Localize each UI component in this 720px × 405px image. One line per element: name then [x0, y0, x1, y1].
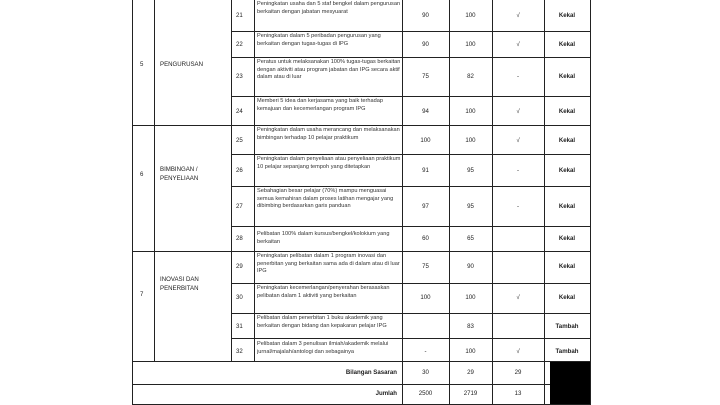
- row-status: √: [516, 41, 520, 48]
- row-target: 100: [420, 294, 431, 301]
- row-description: Peningkatan kecemerlangan/penyerahan berasaskan pelibatan dalam 1 aktiviti yang berkaitan: [257, 285, 390, 299]
- row-status: √: [516, 108, 520, 115]
- row-description: Memberi 5 idea dan kerjasama yang baik terhadap kemajuan dan kecemerlangan program IPG: [257, 98, 383, 112]
- row-number: 28: [236, 235, 243, 242]
- row-divider: [231, 226, 591, 227]
- row-description: Sebahagian besar pelajar (70%) mampu menguasai semua kemahiran dalam proses latihan mengajar yang dibimbing berdasarkan garis panduan: [257, 188, 394, 210]
- row-achieved: 100: [465, 348, 476, 355]
- row-decision: Kekal: [558, 203, 576, 210]
- summary-achieved: 29: [467, 369, 474, 376]
- black-filled-cell: [550, 362, 590, 404]
- col-divider: [231, 0, 232, 361]
- row-target: 97: [422, 203, 429, 210]
- row-number: 30: [236, 294, 243, 301]
- group-7-name: INOVASI DAN PENERBITAN: [160, 276, 199, 292]
- group-5-name: PENGURUSAN: [160, 61, 204, 68]
- row-status: √: [516, 294, 520, 301]
- row-number: 31: [236, 323, 243, 330]
- row-achieved: 100: [465, 294, 476, 301]
- row-achieved: 82: [467, 73, 474, 80]
- table-border-right: [590, 0, 591, 405]
- row-divider: [231, 313, 591, 314]
- row-description: Peratus untuk melaksanakan 100% tugas-tugas berkaitan dengan aktiviti atau program jabatan dan IPG secara aktif dalam atau di luar: [257, 59, 401, 81]
- document-table: [132, 0, 591, 405]
- col-divider: [154, 0, 155, 361]
- group-7-number: 7: [140, 291, 144, 298]
- row-divider: [231, 186, 591, 187]
- row-status: √: [516, 137, 520, 144]
- row-divider: [231, 338, 591, 339]
- row-decision: Tambah: [555, 323, 579, 330]
- row-number: 21: [236, 12, 243, 19]
- row-status: -: [516, 73, 520, 80]
- group-6-name: BIMBINGAN / PENYELIAAN: [160, 166, 199, 182]
- row-achieved: 100: [465, 41, 476, 48]
- row-number: 22: [236, 41, 243, 48]
- col-divider: [254, 0, 255, 361]
- row-divider: [231, 154, 591, 155]
- row-decision: Kekal: [558, 12, 576, 19]
- row-description: Peningkatan dalam usaha merancang dan melaksanakan bimbingan terhadap 10 pelajar praktikum: [257, 127, 400, 141]
- row-description: Peningkatan usaha dan 5 staf bengkel dalam pengurusan berkaitan dengan jabatan mesyuarat: [257, 1, 401, 15]
- row-status: -: [516, 167, 520, 174]
- row-target: 75: [422, 263, 429, 270]
- group-5-number: 5: [140, 61, 144, 68]
- row-number: 32: [236, 348, 243, 355]
- row-target: 90: [422, 12, 429, 19]
- section-divider: [132, 361, 591, 362]
- summary-status: 29: [514, 369, 522, 376]
- row-decision: Kekal: [558, 73, 576, 80]
- row-decision: Kekal: [558, 235, 576, 242]
- row-description: Pelibatan dalam penerbitan 1 buku akademik yang berkaitan dengan bidang dan kepakaran pelajar IPG: [257, 315, 387, 329]
- row-decision: Kekal: [558, 263, 576, 270]
- section-divider: [132, 125, 591, 126]
- row-description: Peningkatan dalam penyeliaan atau penyeliaan praktikum 10 pelajar sepanjang tempoh yang ditetapkan: [257, 156, 401, 170]
- row-description: Pelibatan dalam 3 penulisan ilmiah/akademik melalui jurnal/majalah/antologi dan sebagainya: [257, 341, 389, 355]
- row-status: √: [516, 348, 520, 355]
- row-decision: Tambah: [555, 348, 579, 355]
- row-number: 24: [236, 108, 243, 115]
- row-divider: [231, 57, 591, 58]
- row-status: -: [516, 203, 520, 210]
- row-number: 29: [236, 263, 243, 270]
- row-decision: Kekal: [558, 41, 576, 48]
- row-achieved: 100: [465, 12, 476, 19]
- row-target: 100: [420, 137, 431, 144]
- row-target: 75: [422, 73, 429, 80]
- row-target: 90: [422, 41, 429, 48]
- row-description: Peningkatan pelibatan dalam 1 program inovasi dan penerbitan yang berkaitan sama ada di dalam atau di luar IPG: [257, 253, 400, 275]
- row-number: 23: [236, 73, 243, 80]
- row-target: 91: [422, 167, 429, 174]
- row-decision: Kekal: [558, 167, 576, 174]
- row-achieved: 95: [467, 203, 474, 210]
- summary-target: 2500: [418, 390, 433, 397]
- row-achieved: 100: [465, 137, 476, 144]
- section-divider: [132, 251, 591, 252]
- summary-label-total: Jumlah: [375, 390, 397, 397]
- row-decision: Kekal: [558, 108, 576, 115]
- summary-achieved: 2719: [463, 390, 478, 397]
- row-target: -: [424, 348, 427, 355]
- row-number: 27: [236, 203, 243, 210]
- row-achieved: 83: [467, 323, 474, 330]
- row-achieved: 95: [467, 167, 474, 174]
- row-divider: [231, 31, 591, 32]
- summary-status: 13: [514, 390, 522, 397]
- summary-target: 30: [422, 369, 429, 376]
- summary-divider: [132, 384, 591, 385]
- row-description: Pelibatan 100% dalam kursus/bengkel/kolokium yang berkaitan: [257, 231, 390, 245]
- row-achieved: 100: [465, 108, 476, 115]
- row-divider: [231, 96, 591, 97]
- row-achieved: 90: [467, 263, 474, 270]
- row-number: 26: [236, 167, 243, 174]
- row-decision: Kekal: [558, 137, 576, 144]
- row-description: Peningkatan dalam 5 peribadan pengurusan yang berkaitan dengan tugas-tugas di IPG: [257, 33, 381, 47]
- row-divider: [231, 283, 591, 284]
- row-decision: Kekal: [558, 294, 576, 301]
- table-border-left: [132, 0, 133, 405]
- row-number: 25: [236, 137, 243, 144]
- row-achieved: 65: [467, 235, 474, 242]
- summary-label-target-count: Bilangan Sasaran: [345, 369, 397, 376]
- row-status: √: [516, 12, 520, 19]
- group-6-number: 6: [140, 171, 144, 178]
- row-target: 60: [422, 235, 429, 242]
- row-target: 94: [422, 108, 429, 115]
